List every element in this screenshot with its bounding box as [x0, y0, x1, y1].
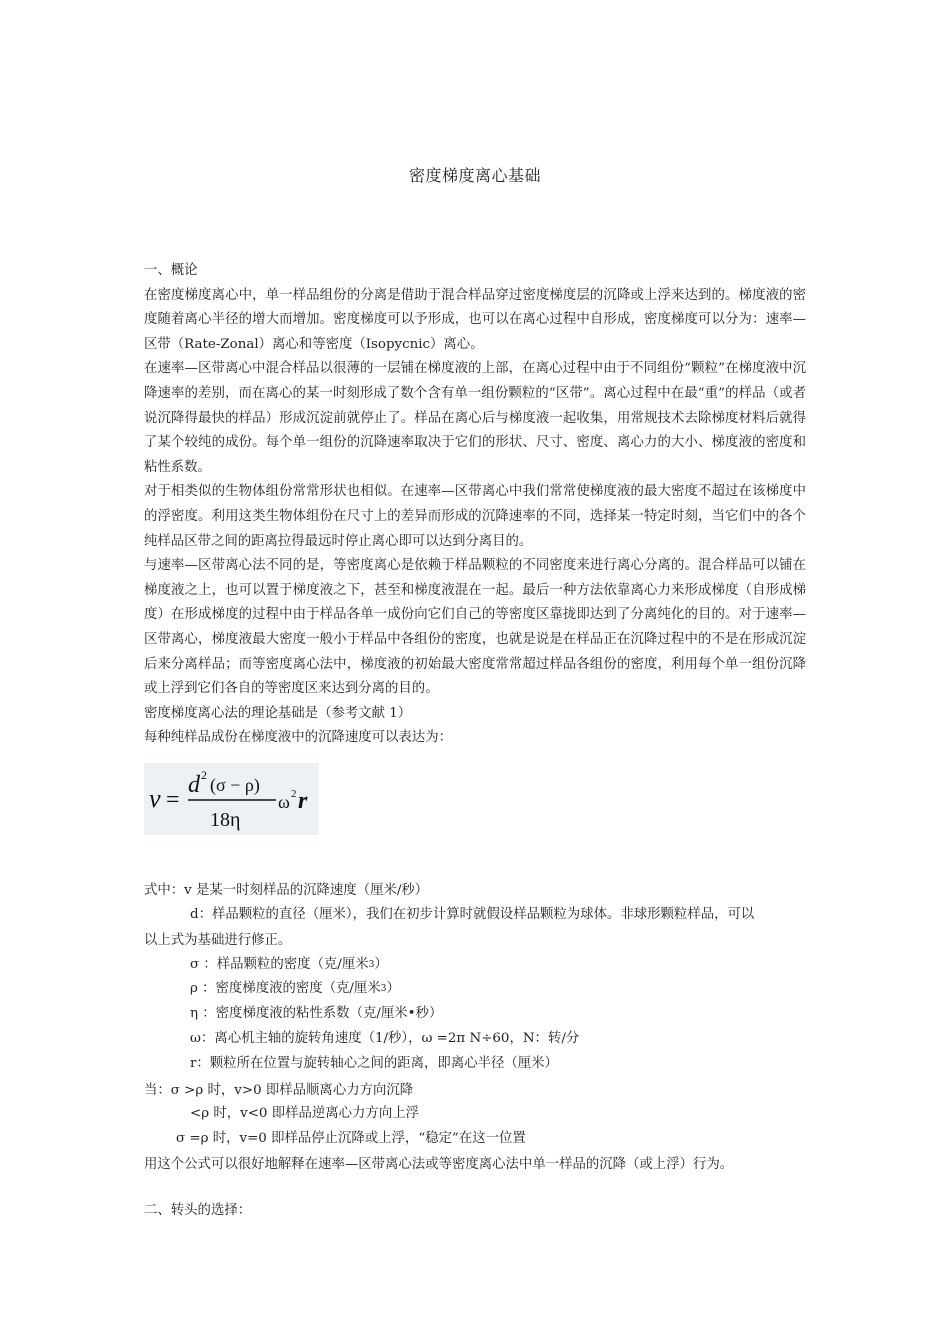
paragraph-3: 对于相类似的生物体组份常常形状也相似。在速率—区带离心中我们常常使梯度液的最大密度不超过在该梯度中的浮密度。利用这类生物体组份在尺寸上的差异而形成的沉降速率的不同，选择某一特定时刻，当它们中的各个纯样品区带之间的距离拉得最远时停止离心即可以达到分离目的。: [144, 484, 806, 549]
formula-omega: ω: [278, 792, 290, 812]
formula-den: 18η: [210, 809, 241, 831]
condition-float: <ρ 时，v<0 即样品逆离心力方向上浮: [190, 1106, 419, 1121]
definition-omega: ω：离心机主轴的旋转角速度（1/秒），ω =2π N÷60，N：转/分: [190, 1031, 580, 1046]
paragraph-2: 在速率—区带离心中混合样品以很薄的一层铺在梯度液的上部，在离心过程中由于不同组份“颗粒”在梯度液中沉降速率的差别，而在离心的某一时刻形成了数个含有单一组份颗粒的“区带”。离心过程中在最“重”的样品（或者说沉降得最快的样品）形成沉淀前就停止了。样品在离心后与梯度液一起收集，用常规技术去除梯度材料后就得了某个较纯的成份。每个单一组份的沉降速率取决于它们的形状、尺寸、密度、离心力的大小、梯度液的密度和粘性系数。: [144, 361, 806, 475]
definition-d-1: d：样品颗粒的直径（厘米），我们在初步计算时就假设样品颗粒为球体。非球形颗粒样品，可以: [190, 907, 755, 922]
definition-sigma: [190, 953, 388, 979]
formula-num-exp: 2: [201, 768, 207, 782]
definition-sigma-exp: 3: [368, 960, 375, 970]
definition-sigma-close: ）: [374, 957, 388, 972]
formula-omega-exp: 2: [291, 788, 297, 800]
paragraph-1: 在密度梯度离心中，单一样品组份的分离是借助于混合样品穿过密度梯度层的沉降或上浮来达到的。梯度液的密度随着离心半径的增大而增加。密度梯度可以予形成，也可以在离心过程中自形成，密度梯度可以分为：速率—区带（Rate-Zonal）离心和等密度（Isopycnic）离心。: [144, 287, 806, 352]
paragraph-4: 与速率—区带离心法不同的是，等密度离心是依赖于样品颗粒的不同密度来进行离心分离的。混合样品可以铺在梯度液之上，也可以置于梯度液之下，甚至和梯度液混在一起。最后一种方法依靠离心力来形成梯度（自形成梯度）在形成梯度的过程中由于样品各单一成份向它们自己的等密度区靠拢即达到了分离纯化的目的。对于速率—区带离心，梯度液最大密度一般小于样品中各组份的密度，也就是说是在样品正在沉降过程中的不是在形成沉淀后来分离样品；而等密度离心法中，梯度液的初始最大密度常常超过样品各组份的密度，利用每个单一组份沉降或上浮到它们各自的等密度区来达到分离的目的。: [144, 558, 806, 697]
intro-section: [144, 259, 806, 751]
section-heading-intro: 一、概论: [144, 263, 198, 278]
condition-sink: 当：σ >ρ 时，v>0 即样品顺离心力方向沉降: [144, 1083, 414, 1098]
definition-sigma-text: σ ：样品颗粒的密度（克/厘米: [190, 957, 369, 972]
sedimentation-formula: [144, 763, 319, 835]
definition-rho: [190, 977, 400, 1003]
definition-r: r：颗粒所在位置与旋转轴心之间的距离，即离心半径（厘米）: [190, 1056, 558, 1071]
formula-lhs: v: [149, 784, 161, 813]
formula-equals: =: [166, 787, 180, 813]
conclusion: 用这个公式可以很好地解释在速率—区带离心法或等密度离心法中单一样品的沉降（或上浮）行为。: [144, 1157, 734, 1172]
definition-rho-text: ρ ：密度梯度液的密度（克/厘米: [190, 981, 381, 996]
formula-num-rest: (σ − ρ): [210, 775, 260, 795]
condition-stable: σ =ρ 时，v=0 即样品停止沉降或上浮，“稳定”在这一位置: [176, 1131, 526, 1146]
definition-v: 式中：v 是某一时刻样品的沉降速度（厘米/秒）: [144, 883, 429, 898]
formula-num-d: d: [188, 772, 200, 798]
section-heading-rotor: 二、转头的选择：: [144, 1203, 252, 1218]
paragraph-6: 每种纯样品成份在梯度液中的沉降速度可以表达为：: [144, 730, 452, 746]
formula-graphic: [144, 763, 319, 835]
definition-rho-exp: 3: [380, 984, 387, 994]
definition-rho-close: ）: [386, 981, 400, 996]
document-title: 密度梯度离心基础: [408, 166, 541, 185]
formula-r: r: [298, 788, 308, 814]
definition-d-2: 以上式为基础进行修正。: [144, 933, 292, 948]
paragraph-5: 密度梯度离心法的理论基础是（参考文献 1）: [144, 705, 412, 721]
definition-eta: η ：密度梯度液的粘性系数（克/厘米•秒）: [190, 1006, 443, 1021]
